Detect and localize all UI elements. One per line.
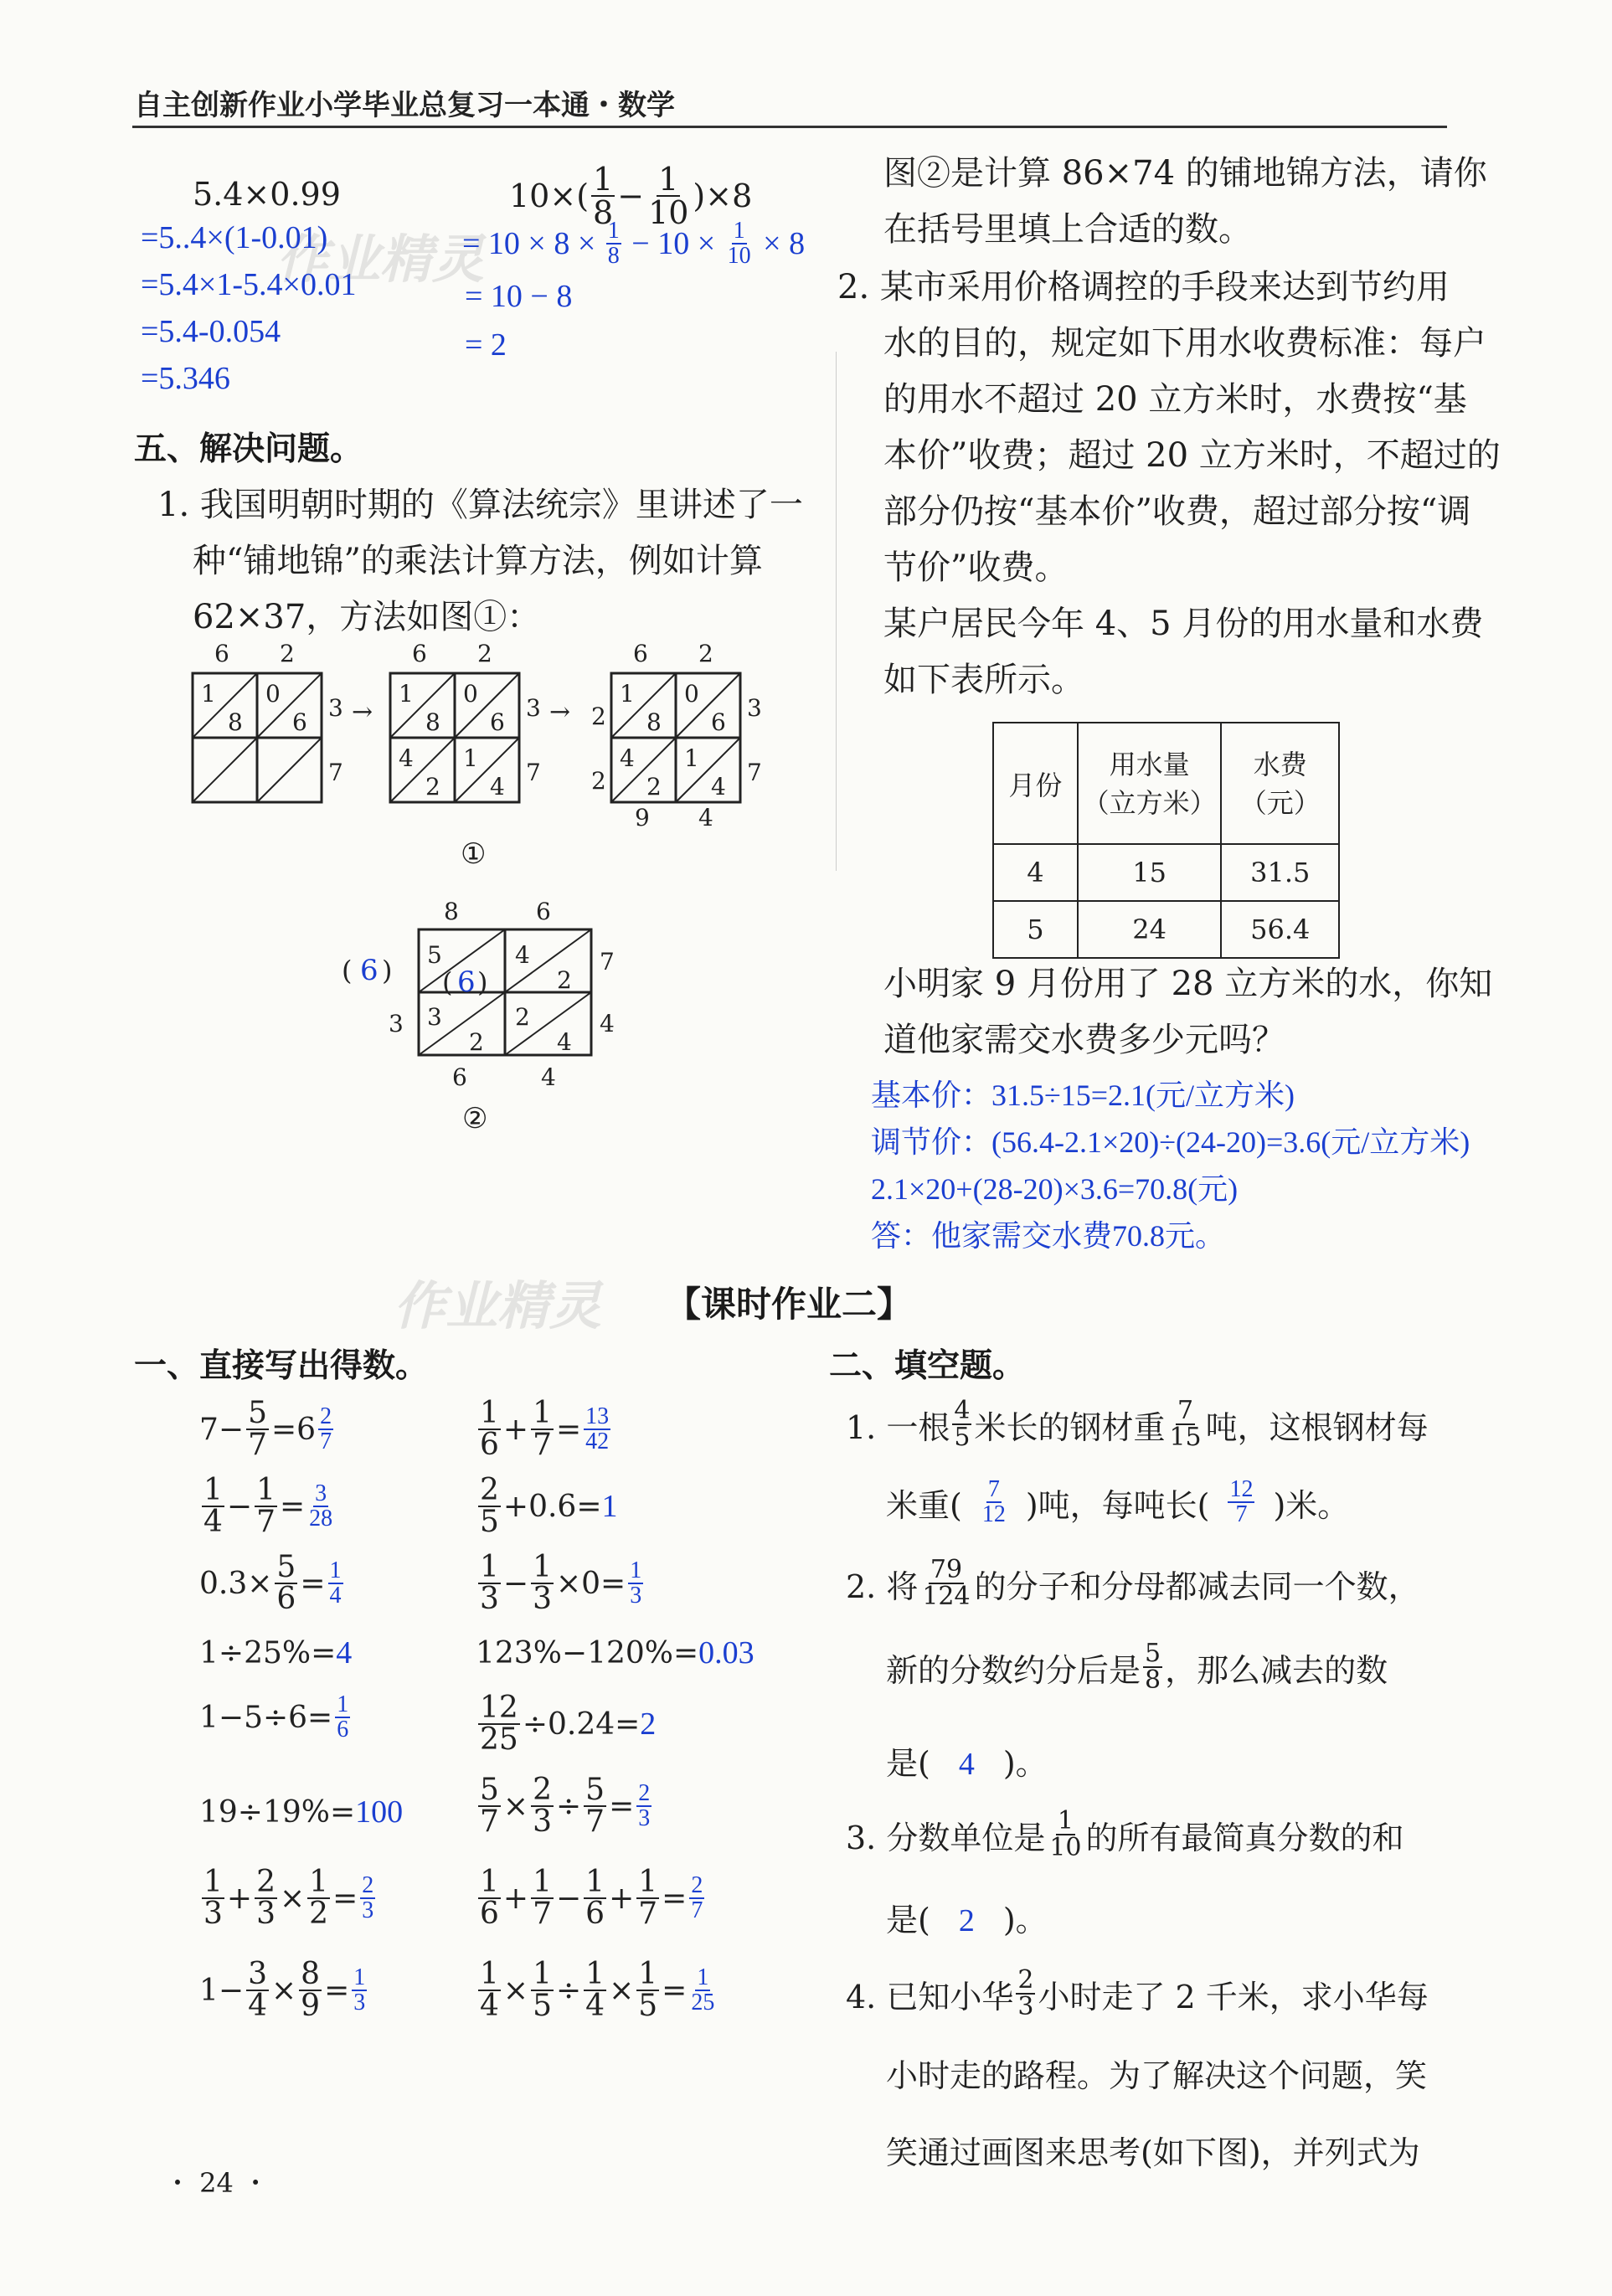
calc-a-step: =5..4×(1-0.01) [141, 220, 328, 255]
answer-fraction: $\frac{2}{7}$ [320, 1403, 332, 1454]
arith-text: 1÷25%= [199, 1636, 337, 1671]
operator: × [270, 1973, 297, 2008]
header-rule [132, 126, 1447, 128]
fill-q2-line1 [846, 1557, 1420, 1609]
calc-a-step: =5.346 [141, 361, 230, 396]
fraction: $\frac{1}{7}$ [256, 1473, 276, 1539]
operator: ÷ [555, 1789, 582, 1824]
lattice-cell: 0 [684, 680, 699, 708]
lattice-bottom-digit: 4 [698, 804, 713, 829]
q1-line: 62×37，方法如图①： [193, 598, 541, 636]
table-cell: 5 [993, 901, 1078, 958]
lattice-cell: 1 [399, 680, 414, 708]
operator: − [555, 1881, 582, 1916]
lattice-cell: 1 [201, 680, 216, 708]
table-cell: 15 [1078, 844, 1222, 901]
calc-a-step: =5.4×1-5.4×0.01 [141, 267, 357, 302]
lattice-cell: 5 [427, 941, 442, 969]
section-5-heading: 五、解决问题。 [134, 430, 363, 468]
arith-item [476, 1475, 618, 1537]
arith-text: ×0= [555, 1566, 626, 1601]
calc-b-step2: = 10 − 8 [465, 279, 573, 314]
lattice-right-digit: 4 [600, 1010, 615, 1037]
lattice-top-digit: 2 [477, 640, 492, 667]
arith-item [199, 1693, 353, 1742]
q1-continuation [883, 147, 1487, 258]
answer-fraction: $\frac{1}{3}$ [630, 1557, 642, 1609]
q1-line: 种“铺地锦”的乘法计算方法，例如计算 [193, 542, 763, 580]
lattice-cell: 0 [265, 680, 281, 708]
fraction: $\frac{2}{3}$ [533, 1773, 552, 1839]
fill-answer: 2 [958, 1903, 975, 1938]
q2-answer [871, 1072, 1470, 1259]
fraction: $\frac{79}{124}$ [922, 1555, 971, 1611]
fraction: $\frac{1}{6}$ [480, 1396, 499, 1462]
operator: − [226, 1489, 253, 1524]
arith-text: 1− [199, 1973, 245, 2008]
fraction: $\frac{8}{9}$ [301, 1957, 321, 2023]
lattice-cell: 4 [711, 773, 726, 801]
fill-q3-line2 [886, 1894, 1048, 1940]
paren-close: ) [477, 966, 488, 998]
fraction: $\frac{5}{7}$ [585, 1773, 605, 1839]
fraction: $\frac{2}{3}$ [1017, 1965, 1034, 2021]
fraction: $\frac{1}{4}$ [585, 1957, 605, 2023]
fill-q2-line3 [886, 1737, 1048, 1784]
answer-fraction: $\frac{2}{7}$ [691, 1872, 703, 1923]
lattice-cell: 4 [399, 744, 414, 772]
paren-close: ) [382, 955, 393, 986]
fraction: $\frac{1}{10}$ [727, 218, 751, 269]
lattice-left-digit: 3 [389, 1010, 404, 1037]
operator: × [609, 1973, 635, 2008]
operator: − [617, 178, 645, 214]
q2-line: 小明家 9 月份用了 28 立方米的水，你知 [883, 965, 1493, 1003]
calc-a-question: 5.4×0.99 [193, 176, 341, 213]
lesson-title: 【课时作业二】 [666, 1284, 913, 1325]
arith-text: 123%−120%= [476, 1636, 699, 1671]
arith-item [476, 1552, 646, 1614]
figure-2-label: ② [462, 1102, 488, 1135]
q2-line: 本价”收费；超过 20 立方米时，不超过的 [883, 436, 1501, 475]
lattice-cell: 6 [711, 708, 726, 736]
fraction: $\frac{12}{25}$ [480, 1691, 518, 1757]
operator: = [662, 1881, 688, 1916]
q-text: 小时走了 2 千米，求小华每 [1038, 1978, 1429, 2015]
q-text: 吨，这根钢材每 [1205, 1408, 1429, 1446]
fraction: $\frac{5}{7}$ [480, 1773, 499, 1839]
lattice-cell: 2 [557, 966, 572, 994]
operator: × [279, 1881, 306, 1916]
fraction: $\frac{1}{3}$ [480, 1550, 499, 1616]
header-line: 用水量 [1109, 748, 1190, 780]
operator: = [332, 1881, 358, 1916]
lattice-right-digit: 7 [328, 759, 343, 786]
lattice-figure-2 [335, 896, 636, 1097]
lattice-right-digit: 3 [526, 694, 541, 722]
header-line: （立方米） [1082, 786, 1217, 819]
operator: = [609, 1789, 635, 1824]
arith-item [476, 1775, 654, 1837]
q1-line: 1. 我国明朝时期的《算法统宗》里讲述了一 [157, 486, 803, 524]
step-text: − 10 × [623, 226, 724, 261]
arith-item [476, 1959, 718, 2021]
table-cell: 56.4 [1221, 901, 1339, 958]
lattice-cell: 2 [469, 1028, 484, 1056]
q2-line: 某户居民今年 4、5 月份的用水量和水费 [883, 605, 1484, 643]
q-text: ，那么减去的数 [1165, 1651, 1388, 1689]
section-2-heading: 二、填空题。 [829, 1347, 1026, 1385]
answer-fraction: $\frac{2}{3}$ [638, 1780, 651, 1831]
operator: × [502, 1789, 529, 1824]
lattice-cell: 4 [490, 773, 505, 801]
q-text: )。 [1002, 1902, 1048, 1938]
q-text: 米长的钢材重 [974, 1408, 1166, 1446]
arith-text: 7− [199, 1412, 245, 1447]
lattice-bottom-digit: 4 [541, 1063, 556, 1091]
operator: = [324, 1973, 350, 2008]
table-cell: 4 [993, 844, 1078, 901]
lattice-cell: 4 [557, 1028, 572, 1056]
watermark: 作业精灵 [394, 1275, 602, 1336]
fraction: $\frac{5}{6}$ [276, 1550, 296, 1616]
arith-item [199, 1475, 337, 1537]
lattice-left-digit: 2 [591, 703, 606, 730]
watermark: 作业精灵 [276, 229, 485, 290]
lattice-cell: 6 [292, 708, 307, 736]
lattice-top-digit: 2 [280, 640, 295, 667]
lattice-top-digit: 8 [444, 898, 459, 925]
lattice-cell: 2 [646, 773, 662, 801]
answer-fraction: $\frac{2}{3}$ [362, 1872, 374, 1923]
q-text: 4. 已知小华 [846, 1978, 1014, 2015]
answer-line: 调节价：(56.4-2.1×20)÷(24-20)=3.6(元/立方米) [871, 1125, 1470, 1159]
lattice-top-digit: 6 [536, 898, 551, 925]
arith-item [476, 1398, 613, 1460]
header-line: 水费 [1253, 748, 1307, 780]
section-1-heading: 一、直接写出得数。 [134, 1347, 429, 1385]
q2-line: 水的目的，规定如下用水收费标准：每户 [883, 324, 1486, 363]
lattice-cell: 2 [425, 773, 440, 801]
paren-open: ( [442, 966, 453, 998]
answer-line: 答：他家需交水费70.8元。 [871, 1219, 1226, 1253]
lattice-cell: 1 [620, 680, 635, 708]
answer-line: 2.1×20+(28-20)×3.6=70.8(元) [871, 1172, 1239, 1206]
q-text: 1. 一根 [846, 1408, 950, 1446]
arith-item [199, 1634, 352, 1671]
operator: = [279, 1489, 306, 1524]
table-cell: 24 [1078, 901, 1222, 958]
arith-text: =6 [270, 1412, 317, 1447]
lattice-top-digit: 6 [412, 640, 427, 667]
fraction: $\frac{1}{6}$ [585, 1865, 605, 1931]
lattice-grid [193, 640, 343, 802]
arith-text: 19÷19%= [199, 1795, 356, 1830]
answer-fraction: $\frac{1}{25}$ [691, 1964, 715, 2015]
fraction: $\frac{1}{5}$ [638, 1957, 658, 2023]
calc-b-step3: = 2 [465, 327, 507, 363]
page-number: ・ 24 ・ [164, 2167, 270, 2199]
q-text: 新的分数约分后是 [886, 1651, 1141, 1689]
fraction: $\frac{1}{3}$ [533, 1550, 552, 1616]
q2-line: 如下表所示。 [883, 661, 1084, 699]
lattice-bottom-digit: 9 [635, 804, 650, 829]
fraction: $\frac{4}{5}$ [954, 1396, 971, 1452]
table-header: 月份 [993, 723, 1078, 844]
lattice-cell: 0 [463, 680, 478, 708]
q-text: 米重( [886, 1486, 962, 1524]
arith-text: +0.6= [502, 1489, 602, 1524]
arith-text: 1−5÷6= [199, 1700, 333, 1735]
q-text: )。 [1002, 1745, 1048, 1782]
calc-b-text: )×8 [693, 178, 753, 214]
q-text: 3. 分数单位是 [846, 1819, 1046, 1856]
lattice-cell: 1 [684, 744, 699, 772]
fraction: $\frac{1}{4}$ [203, 1473, 223, 1539]
operator: = [555, 1412, 582, 1447]
fraction: $\frac{3}{4}$ [248, 1957, 267, 2023]
fraction: $\frac{1}{10}$ [648, 161, 689, 231]
q-text: 是( [886, 1745, 930, 1782]
operator: + [502, 1412, 529, 1447]
lattice-bottom-digit: 6 [452, 1063, 467, 1091]
operator: = [300, 1566, 326, 1601]
answer-fraction: $\frac{1}{3}$ [353, 1964, 366, 2015]
arith-item [199, 1794, 403, 1830]
fraction: $\frac{1}{7}$ [638, 1865, 658, 1931]
q2-line: 道他家需交水费多少元吗？ [883, 1021, 1285, 1059]
fill-q4-line1 [846, 1965, 1429, 2021]
q2-text [837, 260, 1501, 708]
operator: ÷ [555, 1973, 582, 2008]
answer-fraction: $\frac{1}{6}$ [337, 1691, 349, 1743]
lattice-top-digit: 6 [633, 640, 648, 667]
lattice-top-digit: 6 [214, 640, 229, 667]
arith-text: 0.3× [199, 1566, 273, 1601]
lattice-cell: 3 [427, 1003, 442, 1031]
answer-fraction: $\frac{7}{12}$ [981, 1476, 1006, 1527]
arith-item [199, 1398, 336, 1460]
arith-item [199, 1959, 369, 2021]
lattice-top-digit: 2 [698, 640, 713, 667]
lattice-right-digit: 7 [747, 759, 762, 786]
page-header-title: 自主创新作业小学毕业总复习一本通・数学 [134, 89, 675, 122]
arith-item [199, 1552, 346, 1614]
lattice-cell: 1 [463, 744, 478, 772]
operator: − [502, 1566, 529, 1601]
lattice-cell: 8 [228, 708, 243, 736]
water-fee-table [992, 722, 1340, 959]
q-text: 的分子和分母都减去同一个数， [974, 1568, 1420, 1605]
fill-q4-line2: 小时走的路程。为了解决这个问题，笑 [886, 2057, 1428, 2094]
step-text: = 10 × 8 × [462, 226, 604, 261]
answer: 4 [336, 1635, 353, 1671]
lattice-left-digit: 2 [591, 767, 606, 795]
fraction: $\frac{1}{3}$ [203, 1865, 223, 1931]
arith-item [199, 1867, 378, 1929]
calc-a-step: =5.4-0.054 [141, 314, 281, 349]
lattice-cell: 2 [515, 1003, 530, 1031]
operator: + [502, 1881, 529, 1916]
calc-b-step1 [462, 219, 805, 268]
q2-line: 节价”收费。 [883, 548, 1069, 587]
lattice-cell: 6 [490, 708, 505, 736]
operator: × [502, 1973, 529, 2008]
q1-line: 图②是计算 86×74 的铺地锦方法，请你 [883, 154, 1487, 193]
fraction: $\frac{2}{5}$ [480, 1473, 499, 1539]
q2-ask [883, 956, 1492, 1068]
q-text: )米。 [1273, 1486, 1350, 1524]
answer-fraction: $\frac{1}{4}$ [329, 1557, 342, 1609]
fill-answer: 4 [958, 1747, 975, 1782]
q-text: 是( [886, 1902, 930, 1938]
answer-fraction: $\frac{13}{42}$ [585, 1403, 610, 1454]
lattice-cell: 8 [646, 708, 662, 736]
lattice-right-digit: 7 [526, 759, 541, 786]
q-text: 2. 将 [846, 1568, 919, 1605]
fraction: $\frac{2}{3}$ [256, 1865, 276, 1931]
fill-q2-line2 [886, 1641, 1388, 1693]
table-row [993, 844, 1339, 901]
arrow-icon: → [549, 698, 571, 727]
answer: 2 [640, 1707, 657, 1742]
q2-line: 的用水不超过 20 立方米时，水费按“基 [883, 380, 1467, 419]
answer: 0.03 [698, 1635, 754, 1671]
lattice-cell: 8 [425, 708, 440, 736]
q1-line: 在括号里填上合适的数。 [883, 210, 1252, 249]
fraction: $\frac{1}{8}$ [607, 218, 620, 269]
paren-open: ( [342, 955, 353, 986]
fraction: $\frac{5}{8}$ [1145, 1639, 1161, 1695]
fraction: $\frac{7}{15}$ [1169, 1396, 1202, 1452]
calc-b-text: 10×( [509, 178, 590, 214]
fraction: $\frac{1}{2}$ [309, 1865, 329, 1931]
step-text: × 8 [754, 226, 806, 261]
answer: 1 [601, 1489, 618, 1524]
lattice-figure-1 [176, 636, 779, 829]
arith-text: ÷0.24= [522, 1707, 641, 1742]
lattice-right-digit: 3 [747, 694, 762, 722]
fraction: $\frac{1}{10}$ [1049, 1806, 1082, 1862]
figure-1-label: ① [461, 837, 487, 871]
fill-answer: 6 [360, 954, 379, 987]
arrow-icon: → [352, 698, 373, 727]
table-header [1078, 723, 1222, 844]
fill-q4-line3: 笑通过画图来思考(如下图)，并列式为 [886, 2134, 1420, 2171]
table-cell: 31.5 [1221, 844, 1339, 901]
lattice-right-digit: 7 [600, 948, 615, 976]
answer: 100 [355, 1794, 404, 1830]
q1-text [157, 477, 803, 646]
fraction: $\frac{1}{8}$ [593, 161, 614, 231]
arith-item [476, 1693, 656, 1755]
fill-q1-line1 [846, 1398, 1429, 1450]
answer-line: 基本价：31.5÷15=2.1(元/立方米) [871, 1079, 1295, 1112]
q-text: 的所有最简真分数的和 [1085, 1819, 1404, 1856]
q2-line: 部分仍按“基本价”收费，超过部分按“调 [883, 492, 1471, 531]
fraction: $\frac{1}{5}$ [533, 1957, 552, 2023]
answer-fraction: $\frac{12}{7}$ [1229, 1476, 1254, 1527]
q-text: )吨，每吨长( [1025, 1486, 1210, 1524]
header-line: （元） [1239, 786, 1321, 819]
operator: = [662, 1973, 688, 2008]
lattice-grid [390, 640, 541, 802]
calc-a-steps [141, 214, 356, 402]
arith-item [476, 1634, 754, 1671]
fraction: $\frac{1}{6}$ [480, 1865, 499, 1931]
operator: + [226, 1881, 253, 1916]
column-divider [836, 352, 837, 871]
lattice-right-digit: 3 [328, 694, 343, 722]
fill-q1-line2 [886, 1478, 1349, 1526]
fill-q3-line1 [846, 1806, 1404, 1862]
lattice-grid [591, 640, 762, 829]
fraction: $\frac{1}{4}$ [480, 1957, 499, 2023]
table-row [993, 901, 1339, 958]
lattice-cell: 4 [620, 744, 635, 772]
arith-item [476, 1867, 707, 1929]
operator: + [609, 1881, 635, 1916]
fraction: $\frac{1}{7}$ [533, 1865, 552, 1931]
lattice-cell: 4 [515, 941, 530, 969]
fill-answer: 6 [457, 965, 476, 999]
q2-line: 2. 某市采用价格调控的手段来达到节约用 [837, 268, 1450, 306]
answer-fraction: $\frac{3}{28}$ [309, 1480, 333, 1532]
table-header [1221, 723, 1339, 844]
fraction: $\frac{1}{7}$ [533, 1396, 552, 1462]
fraction: $\frac{5}{7}$ [248, 1396, 267, 1462]
